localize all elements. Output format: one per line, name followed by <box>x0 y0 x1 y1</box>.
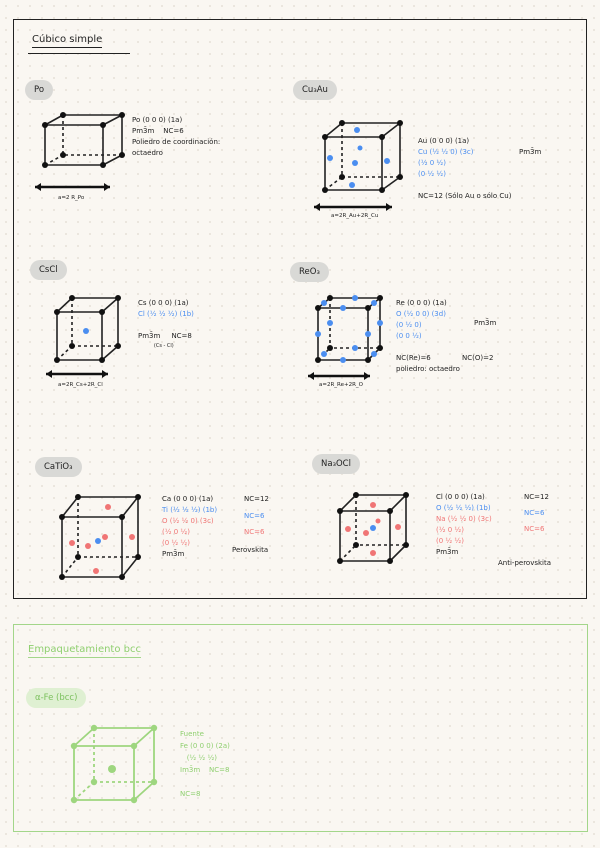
reo3-info: Re (0 0 0) (1a) O (½ 0 0) (3d) (0 ½ 0) (0 0 ½) NC(Re)=6 poliedro: octaedro <box>396 299 460 373</box>
na3ocl-name: Anti-perovskita <box>498 559 552 567</box>
alpha-fe-label: α-Fe (bcc) <box>26 688 86 708</box>
bcc-info: Fuente Fe (0 0 0) (2a) (½ ½ ½) Im3̄m NC=8 NC=8 <box>180 730 230 798</box>
na3ocl-nc-cl: NC=12 <box>524 493 549 501</box>
cscl-cube-diagram <box>42 290 142 390</box>
na3ocl-nc-o: NC=6 <box>524 509 545 517</box>
reo3-nc-o: NC(O)=2 <box>462 354 494 362</box>
cu3au-cube-diagram <box>312 115 412 225</box>
title-underline <box>28 53 130 54</box>
catio3-info: Ca (0 0 0) (1a) Ti (½ ½ ½) (1b) O (½ ½ 0) (3c) (½ 0 ½) (0 ½ ½) Pm3̄m <box>162 495 218 558</box>
cu3au-label: Cu₃Au <box>293 80 337 100</box>
po-cube-diagram <box>30 105 130 205</box>
na3ocl-nc-na: NC=6 <box>524 525 545 533</box>
reo3-label: ReO₃ <box>290 262 329 282</box>
catio3-nc-ti: NC=6 <box>244 512 265 520</box>
catio3-label: CaTiO₃ <box>35 457 82 477</box>
cscl-nc-note: (Cs - Cl) <box>138 343 174 349</box>
cu3au-spacegroup: Pm3̄m <box>519 148 542 156</box>
reo3-spacegroup: Pm3̄m <box>474 319 497 327</box>
bcc-title: Empaquetamiento bcc <box>28 644 141 655</box>
catio3-nc-ca: NC=12 <box>244 495 269 503</box>
cscl-dimension: a=2R_Cs+2R_Cl <box>58 382 103 388</box>
catio3-cube-diagram <box>50 485 160 595</box>
catio3-nc-o: NC=6 <box>244 528 265 536</box>
po-info: Po (0 0 0) (1a) Pm3̄m NC=6 Poliedro de coordinación: octaedro <box>132 116 221 157</box>
po-label: Po <box>25 80 53 100</box>
cscl-info: Cs (0 0 0) (1a) Cl (½ ½ ½) (1b) Pm3̄m NC=8 <box>138 299 194 340</box>
reo3-cube-diagram <box>306 292 406 392</box>
na3ocl-info: Cl (0 0 0) (1a) O (½ ½ ½) (1b) Na (½ ½ 0) (3c) (½ 0 ½) (0 ½ ½) Pm3̄m <box>436 493 492 556</box>
cscl-label: CsCl <box>30 260 67 280</box>
na3ocl-cube-diagram <box>328 485 428 585</box>
na3ocl-label: Na₃OCl <box>312 454 360 474</box>
bcc-cube-diagram <box>62 722 172 832</box>
reo3-dimension: a=2R_Re+2R_O <box>319 382 364 388</box>
cu3au-info: Au (0 0 0) (1a) Cu (½ ½ 0) (3c) (½ 0 ½) (0 ½ ½) NC=12 (Sólo Au o sólo Cu) <box>418 137 512 200</box>
catio3-name: Perovskita <box>232 546 269 554</box>
section-title: Cúbico simple <box>32 34 102 45</box>
po-dimension: a=2 R_Po <box>58 195 85 201</box>
cu3au-dimension: a=2R_Au+2R_Cu <box>331 213 379 219</box>
